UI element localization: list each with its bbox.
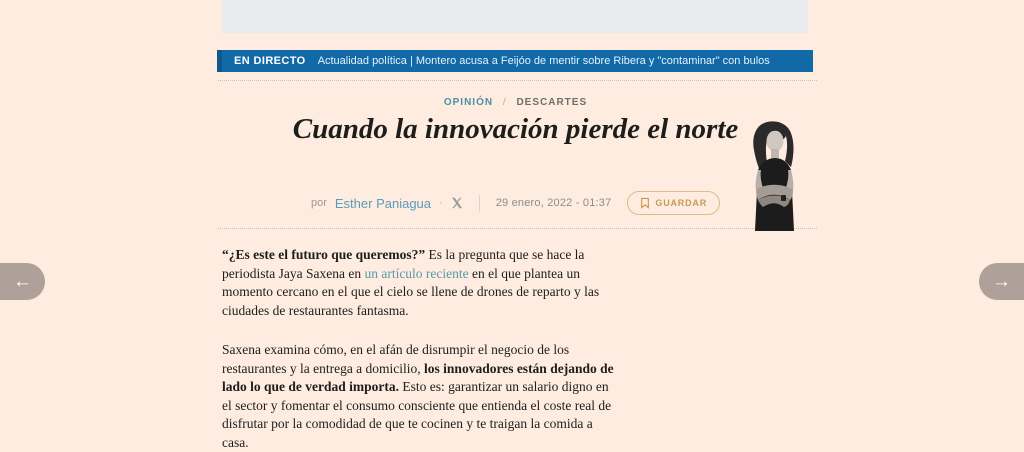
next-article-button[interactable] [979, 263, 1024, 300]
author-photo [745, 118, 802, 232]
article-title: Cuando la innovación pierde el norte [292, 113, 739, 145]
byline-prefix: por [310, 197, 327, 209]
live-badge: EN DIRECTO [234, 55, 306, 67]
breadcrumb-section-opinion[interactable]: OPINIÓN [443, 97, 494, 108]
paragraph-2: Saxena examina cómo, en el afán de disrumpir el negocio de los restaurantes y la entrega a domicilio, los innovadores están dejando de lado lo que de verdad importa. Esto es: garantizar un salario digno en el sector y fomentar el consumo consciente que entienda el coste real de disfrutar por la comodidad de que te cocinen y te traigan la comida a casa. [222, 342, 614, 450]
arrow-right-icon: → [992, 270, 1011, 292]
paragraph-1-lead: “¿Es este el futuro que queremos?” [222, 247, 429, 262]
byline [218, 191, 813, 215]
publish-datetime: 29 enero, 2022 - 01:37 [495, 197, 612, 209]
byline-dot: · [439, 197, 443, 209]
arrow-left-icon: ← [13, 270, 32, 292]
live-headline-link[interactable]: Actualidad política | Montero acusa a Feijóo de mentir sobre Ribera y "contaminar" con bulos [317, 55, 770, 67]
breadcrumb-separator: / [502, 97, 507, 108]
byline-divider [479, 195, 480, 212]
ad-placeholder [222, 0, 808, 33]
paragraph-1: “¿Es este el futuro que queremos?” Es la pregunta que se hace la periodista Jaya Saxena en un artículo reciente en el que plantea un momento cercano en el que el cielo se llene de drones de reparto y las ciudades de restaurantes fantasma. [222, 247, 600, 318]
header-bottom-separator [218, 228, 817, 229]
prev-article-button[interactable] [0, 263, 45, 300]
author-link[interactable]: Esther Paniagua [334, 195, 432, 211]
live-news-banner[interactable] [217, 50, 813, 72]
article-link[interactable]: un artículo reciente [364, 265, 469, 281]
save-button-label: GUARDAR [655, 198, 708, 208]
header-top-separator [218, 80, 817, 81]
breadcrumb [218, 97, 813, 108]
x-twitter-icon[interactable] [451, 197, 463, 209]
breadcrumb-subsection-descartes[interactable]: DESCARTES [516, 97, 588, 108]
paragraph-2-emphasis: los innovadores están dejando de lado lo que de verdad importa. [222, 360, 614, 394]
article-body [222, 246, 614, 452]
save-button[interactable] [627, 191, 720, 215]
bookmark-icon [640, 197, 650, 209]
